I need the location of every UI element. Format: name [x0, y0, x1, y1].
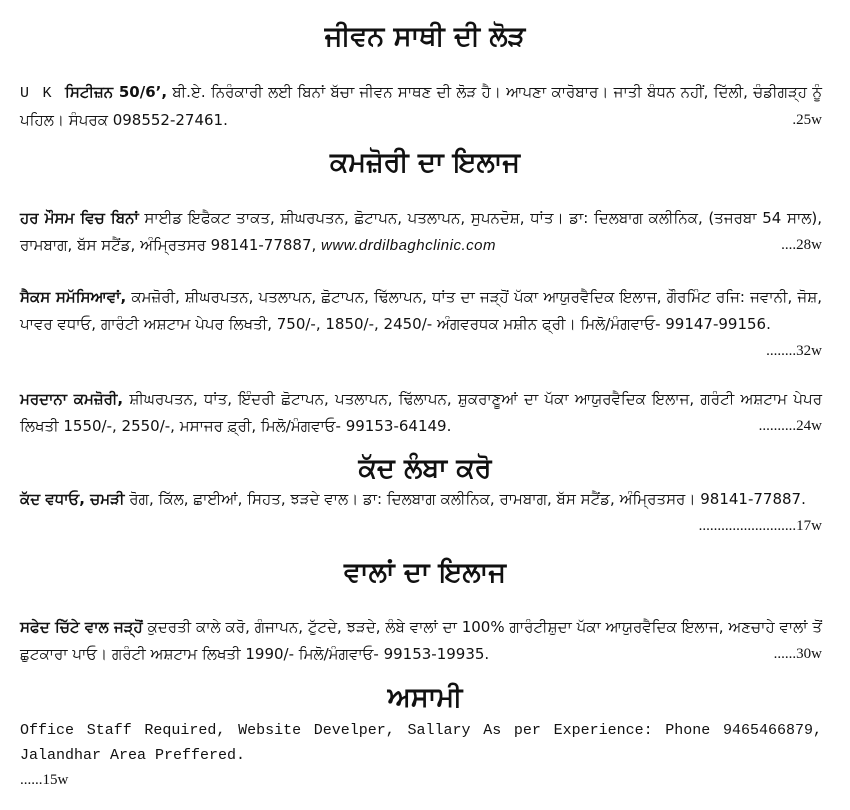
- ad-body-text: ਸ਼ੀਘਰਪਤਨ, ਧਾਂਤ, ਇੰਦਰੀ ਛੋਟਾਪਨ, ਪਤਲਾਪਨ, ਢਿੱਲਾਪਨ, ਸ਼ੁਕਰਾਣੂਆਂ ਦਾ ਪੱਕਾ ਆਯੁਰਵੈਦਿਕ ਇਲਾਜ, ਗਰੰਟੀ ਅਸ਼ਟਾਮ ਪੇਪਰ ਲਿਖਤੀ 1550/-, 2550/-, ਮਸਾਜਰ ਫ਼੍ਰੀ, ਮਿਲੋ/ਮੰਗਵਾਓ- 99153-64149.: [20, 390, 822, 435]
- section-heading-life-partner: ਜੀਵਨ ਸਾਥੀ ਦੀ ਲੋੜ: [324, 21, 526, 52]
- clinic-website-link[interactable]: www.drdilbaghclinic.com: [321, 237, 496, 254]
- ad-hair-treatment: [20, 614, 822, 668]
- section-heading-weakness-treatment: ਕਮਜ਼ੋਰੀ ਦਾ ਇਲਾਜ: [329, 147, 521, 178]
- ad-lead-text: ਮਰਦਾਨਾ ਕਮਜ਼ੋਰੀ,: [20, 390, 124, 408]
- ad-code: ..........................17w: [698, 518, 822, 534]
- section-heading-hair-treatment: ਵਾਲਾਂ ਦਾ ਇਲਾਜ: [344, 557, 506, 588]
- ad-male-weakness: [20, 386, 822, 440]
- ad-code: ......15w: [20, 772, 69, 788]
- ad-lead-text: ਸੈਕਸ ਸਮੱਸਿਆਵਾਂ,: [20, 288, 127, 306]
- ad-office-staff: [20, 718, 822, 793]
- ad-code: ........32w: [766, 343, 822, 359]
- ad-body-text: ਬੀ.ਏ. ਨਿਰੰਕਾਰੀ ਲਈ ਬਿਨਾਂ ਬੱਚਾ ਜੀਵਨ ਸਾਥਣ ਦੀ ਲੋੜ ਹੈ। ਆਪਣਾ ਕਾਰੋਬਾਰ। ਜਾਤੀ ਬੰਧਨ ਨਹੀਂ, ਦਿੱਲੀ, ਚੰਡੀਗੜ੍ਹ ਨੂੰ ਪਹਿਲ। ਸੰਪਰਕ 098552-27461.: [20, 83, 822, 129]
- ad-lead-text: ਕੱਦ ਵਧਾਓ, ਚਮੜੀ: [20, 490, 125, 508]
- ad-prefix: U K: [20, 85, 66, 102]
- ad-lead-text: ਸਿਟੀਜ਼ਨ 50/6’,: [65, 83, 168, 101]
- ad-height-skin: [20, 486, 822, 540]
- ad-clinic-weakness: [20, 205, 822, 259]
- ad-code: .25w: [792, 112, 822, 128]
- ad-body-text: ਕੁਦਰਤੀ ਕਾਲੇ ਕਰੋ, ਗੰਜਾਪਨ, ਟੁੱਟਦੇ, ਝੜਦੇ, ਲੰਬੇ ਵਾਲਾਂ ਦਾ 100% ਗਾਰੰਟੀਸ਼ੁਦਾ ਪੱਕਾ ਆਯੁਰਵੈਦਿਕ ਇਲਾਜ, ਅਣਚਾਹੇ ਵਾਲਾਂ ਤੋਂ ਛੁਟਕਾਰਾ ਪਾਓ। ਗਰੰਟੀ ਅਸ਼ਟਾਮ ਲਿਖਤੀ 1990/- ਮਿਲੋ/ਮੰਗਵਾਓ- 99153-19935.: [20, 618, 822, 663]
- ad-body-text: Office Staff Required, Website Develper, Sallary As per Experience: Phone 9465466879, Jalandhar Area Preffered.: [20, 722, 822, 764]
- ad-matrimonial: [20, 79, 822, 134]
- ad-lead-text: ਹਰ ਮੌਸਮ ਵਿਚ ਬਿਨਾਂ: [20, 209, 139, 227]
- ad-body-text: ਰੋਗ, ਕਿੱਲ, ਛਾਈਆਂ, ਸਿਹਤ, ਝੜਦੇ ਵਾਲ। ਡਾ: ਦਿਲਬਾਗ ਕਲੀਨਿਕ, ਰਾਮਬਾਗ, ਬੱਸ ਸਟੈਂਡ, ਅੰਮ੍ਰਿਤਸਰ। 98141-77887.: [124, 490, 806, 508]
- ad-sex-problems: [20, 284, 822, 365]
- section-heading-height-increase: ਕੱਦ ਲੰਬਾ ਕਰੋ: [358, 453, 492, 484]
- ad-code: ....28w: [781, 237, 822, 253]
- ad-lead-text: ਸਫੇਦ ਚਿੱਟੇ ਵਾਲ ਜੜ੍ਹੋਂ: [20, 618, 143, 636]
- ad-code: ..........24w: [758, 418, 822, 434]
- ad-body-text: ਸਾਈਡ ਇਫੈਕਟ ਤਾਕਤ, ਸ਼ੀਘਰਪਤਨ, ਛੋਟਾਪਨ, ਪਤਲਾਪਨ, ਸੁਪਨਦੋਸ਼, ਧਾਂਤ। ਡਾ: ਦਿਲਬਾਗ ਕਲੀਨਿਕ, (ਤਜਰਬਾ 54 ਸਾਲ), ਰਾਮਬਾਗ, ਬੱਸ ਸਟੈਂਡ, ਅੰਮ੍ਰਿਤਸਰ 98141-77887,: [20, 209, 822, 254]
- ad-code: ......30w: [773, 646, 822, 662]
- ad-body-text: ਕਮਜ਼ੋਰੀ, ਸ਼ੀਘਰਪਤਨ, ਪਤਲਾਪਨ, ਛੋਟਾਪਨ, ਢਿੱਲਾਪਨ, ਧਾਂਤ ਦਾ ਜੜ੍ਹੋਂ ਪੱਕਾ ਆਯੁਰਵੈਦਿਕ ਇਲਾਜ, ਗੌਰਮਿੰਟ ਰਜਿ: ਜਵਾਨੀ, ਜੋਸ਼, ਪਾਵਰ ਵਧਾਓ, ਗਾਰੰਟੀ ਅਸ਼ਟਾਮ ਪੇਪਰ ਲਿਖਤੀ, 750/-, 1850/-, 2450/- ਅੰਗਵਰਧਕ ਮਸ਼ੀਨ ਫ੍ਰੀ। ਮਿਲੋ/ਮੰਗਵਾਓ- 99147-99156.: [20, 288, 822, 333]
- section-heading-vacancy: ਅਸਾਮੀ: [387, 682, 463, 713]
